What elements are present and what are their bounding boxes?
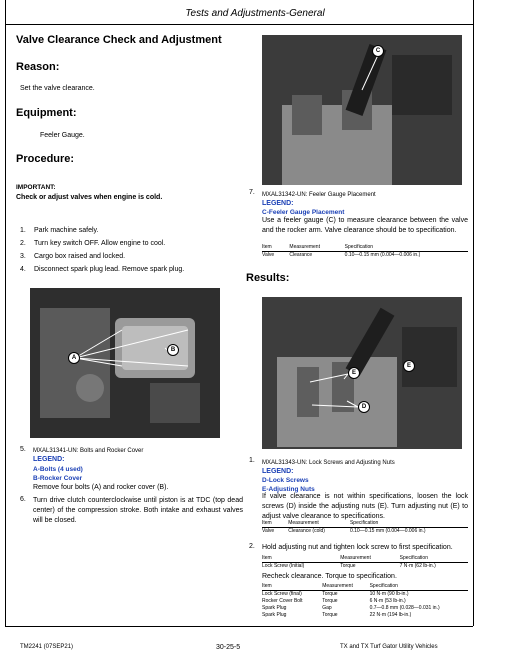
table-row: Lock Screw (final) Torque 10 N·m (90 lb-in.): [262, 591, 409, 597]
result1-legend-item-e: E-Adjusting Nuts: [262, 486, 315, 493]
table-header-row: Item Measurement Specification: [262, 583, 468, 591]
fig7-text: Use a feeler gauge (C) to measure clearance between the valve and the rocker arm. Valve clearance should be to specification.: [262, 217, 468, 234]
header-section: Tests and Adjustments-General: [185, 8, 325, 19]
list-item: 4. Disconnect spark plug lead. Remove spark plug.: [20, 266, 185, 273]
result1-legend-item-d: D-Lock Screws: [262, 477, 309, 484]
table-row: Valve Clearance 0.10—0.15 mm (0.004—0.006 in.): [262, 252, 421, 258]
result2-recheck: Recheck clearance. Torque to specification.: [262, 573, 397, 580]
result1-spec-table: [262, 520, 468, 535]
list-item: 2. Turn key switch OFF. Allow engine to cool.: [20, 240, 166, 247]
fig5-code: MXAL31341-UN: Bolts and Rocker Cover: [33, 448, 144, 454]
result2-spec-table-initial: [262, 555, 468, 570]
result1-text: If valve clearance is not within specifications, loosen the lock screws (D) inside the adjusting nuts (E). Turn adjusting nut (E) to adjust valve clearance to specifications.: [262, 493, 468, 520]
callout-a: A: [68, 352, 80, 364]
result2-number: 2.: [249, 543, 255, 550]
table-row: Spark Plug Gap 0.7—0.8 mm (0.028—0.031 in.): [262, 605, 440, 611]
fig7-number: 7.: [249, 189, 255, 196]
table-row: Valve Clearance (cold) 0.10—0.15 mm (0.004—0.006 in.): [262, 528, 426, 534]
header-rule: [5, 24, 473, 25]
reason-text: Set the valve clearance.: [20, 85, 95, 92]
fig5-text: Remove four bolts (A) and rocker cover (B).: [33, 484, 169, 491]
right-border: [473, 0, 474, 626]
reason-heading: Reason:: [16, 61, 60, 73]
table-row: Lock Screw (Initial) Torque 7 N·m (62 lb-in.): [262, 563, 436, 569]
engine-photo-art: [262, 35, 462, 185]
engine-photo-feeler-gauge: [262, 35, 462, 185]
important-text: Check or adjust valves when engine is cold.: [16, 194, 163, 201]
table-row: Rocker Cover Bolt Torque 6 N·m (53 lb-in.): [262, 598, 406, 604]
page-title: Valve Clearance Check and Adjustment: [16, 34, 222, 46]
step6-text: Turn drive clutch counterclockwise until piston is at TDC (top dead center) of the compression stroke. Both intake and exhaust valves will be closed.: [33, 497, 243, 524]
fig7-legend: LEGEND:: [262, 200, 294, 207]
important-label: IMPORTANT:: [16, 184, 56, 191]
table-header-row: Item Measurement Specification: [262, 520, 468, 528]
results-heading: Results:: [246, 272, 290, 284]
result1-legend: LEGEND:: [262, 468, 294, 475]
result2-text: Hold adjusting nut and tighten lock screw to first specification.: [262, 544, 453, 551]
callout-e-2: E: [403, 360, 415, 372]
engine-photo-art: [30, 288, 220, 438]
list-item: 1. Park machine safely.: [20, 227, 99, 234]
step-list: [20, 226, 240, 278]
result1-number: 1.: [249, 457, 255, 464]
fig7-code: MXAL31342-UN: Feeler Gauge Placement: [262, 192, 376, 198]
result2-spec-table-final: [262, 583, 468, 619]
table-row: Spark Plug Torque 22 N·m (194 lb-in.): [262, 612, 412, 618]
table-header-row: Item Measurement Specification: [262, 555, 468, 563]
callout-c: C: [372, 45, 384, 57]
fig7-spec-table: [262, 244, 468, 259]
engine-photo-bolts-cover: [30, 288, 220, 438]
footer-doc-id: TM2241 (07SEP21): [20, 644, 74, 650]
fig5-number: 5.: [20, 446, 26, 453]
footer-rule: [5, 626, 473, 627]
footer-page-number: 30-25-5: [216, 644, 241, 651]
callout-e: E: [348, 367, 360, 379]
fig5-legend-item-b: B-Rocker Cover: [33, 475, 83, 482]
equipment-heading: Equipment:: [16, 107, 77, 119]
procedure-heading: Procedure:: [16, 153, 75, 165]
table-header-row: Item Measurement Specification: [262, 244, 468, 252]
engine-photo-lock-screws: [262, 297, 462, 449]
callout-b: B: [167, 344, 179, 356]
fig5-legend: LEGEND:: [33, 456, 65, 463]
equipment-text: Feeler Gauge.: [40, 132, 85, 139]
fig7-legend-item-c: C-Feeler Gauge Placement: [262, 209, 345, 216]
callout-d: D: [358, 401, 370, 413]
left-border: [5, 0, 6, 626]
step6-number: 6.: [20, 496, 26, 503]
fig5-legend-item-a: A-Bolts (4 used): [33, 466, 83, 473]
list-item: 3. Cargo box raised and locked.: [20, 253, 126, 260]
engine-photo-art: [262, 297, 462, 449]
footer-product: TX and TX Turf Gator Utility Vehicles: [340, 644, 438, 650]
result1-code: MXAL31343-UN: Lock Screws and Adjusting Nuts: [262, 460, 395, 466]
